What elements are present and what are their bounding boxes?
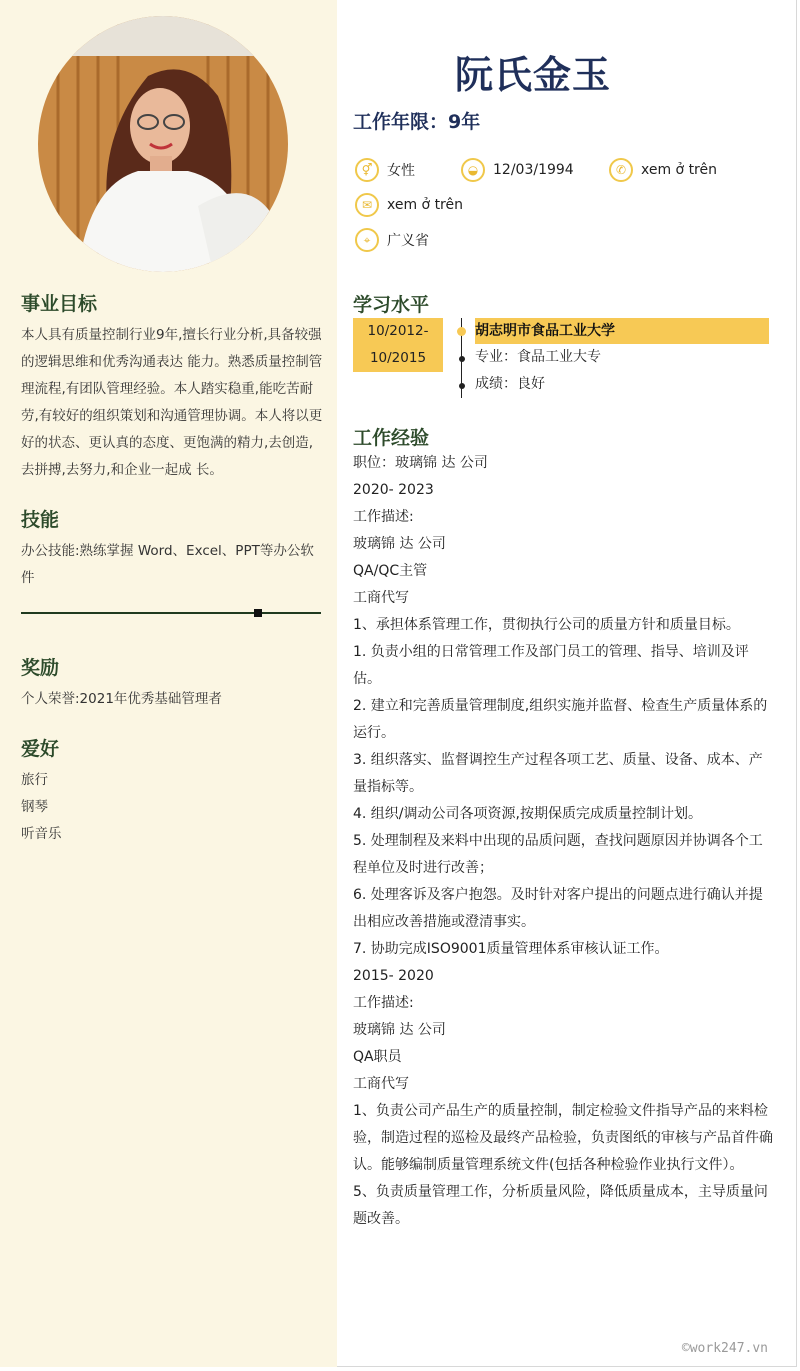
education-school: 胡志明市食品工业大学	[475, 318, 769, 344]
work-line: QA职员	[353, 1049, 402, 1065]
hobby-item: 听音乐	[21, 826, 62, 842]
awards-title: 奖励	[21, 657, 60, 679]
work-line: 职位：玻璃锦 达 公司	[353, 455, 488, 471]
hobby-item: 旅行	[21, 772, 48, 788]
work-line: 2. 建立和完善质量管理制度,组织实施并监督、检查生产质量体系的运行。	[353, 698, 768, 741]
mail-icon: ✉	[355, 193, 379, 217]
awards-section	[21, 656, 323, 713]
work-line: 7. 协助完成ISO9001质量管理体系审核认证工作。	[353, 941, 669, 957]
gender-info	[355, 158, 415, 182]
work-title: 工作经验	[353, 427, 430, 449]
work-line: 5. 处理制程及来料中出现的品质问题，查找问题原因并协调各个工程单位及时进行改善；	[353, 833, 763, 876]
education-date-start: 10/2012-	[367, 323, 429, 339]
skills-title: 技能	[21, 509, 60, 531]
work-line: 6. 处理客诉及客户抱怨。及时针对客户提出的问题点进行确认并提出相应改善措施或澄清事实。	[353, 887, 763, 930]
career-title: 事业目标	[21, 293, 98, 315]
hobbies-title: 爱好	[21, 738, 60, 760]
cake-icon: ◒	[461, 158, 485, 182]
address-info	[355, 228, 429, 252]
education-date-end: 10/2015	[369, 350, 427, 366]
sidebar	[0, 0, 337, 1367]
timeline-dot	[459, 383, 465, 389]
address-text: 广义省	[387, 233, 429, 249]
education-major: 专业：食品工业大专	[475, 349, 601, 365]
awards-text: 个人荣誉:2021年优秀基础管理者	[21, 691, 222, 707]
timeline-dot	[457, 327, 466, 336]
gender-icon: ⚥	[355, 158, 379, 182]
watermark: ©work247.vn	[681, 1341, 768, 1356]
timeline-dot	[459, 356, 465, 362]
skills-text: 办公技能:熟练掌握 Word、Excel、PPT等办公软件	[21, 543, 314, 586]
phone-icon: ✆	[609, 158, 633, 182]
work-line: 工商代写	[353, 1076, 409, 1092]
work-line: 5、负责质量管理工作，分析质量风险，降低质量成本，主导质量问题改善。	[353, 1184, 768, 1227]
birthday-text: 12/03/1994	[493, 162, 574, 178]
work-line: 玻璃锦 达 公司	[353, 1022, 446, 1038]
gender-text: 女性	[387, 163, 415, 179]
candidate-name: 阮氏金玉	[454, 53, 611, 97]
education-date	[353, 318, 443, 372]
birthday-info	[461, 158, 574, 182]
work-years: 工作年限：9年	[353, 111, 481, 133]
phone-text: xem ở trên	[641, 162, 717, 178]
work-line: QA/QC主管	[353, 563, 428, 579]
map-icon: ⌖	[355, 228, 379, 252]
profile-photo	[38, 16, 288, 272]
work-line: 玻璃锦 达 公司	[353, 536, 446, 552]
career-text: 本人具有质量控制行业9年,擅长行业分析,具备较强的逻辑思维和优秀沟通表达 能力。熟悉质量控制管理流程,有团队管理经验。本人踏实稳重,能吃苦耐劳,有较好的组织策划和沟通管理协调。本人将以更好的状态、更认真的态度、更饱满的精力,去创造,去拼搏,去努力,和企业一起成 长。	[21, 327, 323, 478]
hobbies-section	[21, 737, 323, 848]
skills-section	[21, 508, 323, 592]
profile-photo-image	[38, 16, 288, 272]
email-text: xem ở trên	[387, 197, 463, 213]
work-line: 工商代写	[353, 590, 409, 606]
skill-level-knob	[254, 609, 262, 617]
work-list	[353, 450, 773, 1233]
email-info	[355, 193, 463, 217]
work-line: 4. 组织/调动公司各项资源,按期保质完成质量控制计划。	[353, 806, 702, 822]
work-line: 工作描述:	[353, 509, 414, 525]
work-line: 2015- 2020	[353, 968, 434, 984]
work-line: 3. 组织落实、监督调控生产过程各项工艺、质量、设备、成本、产量指标等。	[353, 752, 763, 795]
skill-level-bar	[21, 612, 321, 614]
work-line: 1、负责公司产品生产的质量控制，制定检验文件指导产品的来料检验，制造过程的巡检及最终产品检验，负责图纸的审核与产品首件确认。能够编制质量管理系统文件(包括各种检验作业执行文件）。	[353, 1103, 773, 1173]
hobby-item: 钢琴	[21, 799, 48, 815]
education-title: 学习水平	[353, 294, 430, 316]
work-line: 2020- 2023	[353, 482, 434, 498]
work-line: 工作描述:	[353, 995, 414, 1011]
work-line: 1、承担体系管理工作，贯彻执行公司的质量方针和质量目标。	[353, 617, 740, 633]
education-grade: 成绩：良好	[475, 376, 545, 392]
phone-info	[609, 158, 717, 182]
work-line: 1. 负责小组的日常管理工作及部门员工的管理、指导、培训及评估。	[353, 644, 749, 687]
career-section	[21, 292, 323, 484]
